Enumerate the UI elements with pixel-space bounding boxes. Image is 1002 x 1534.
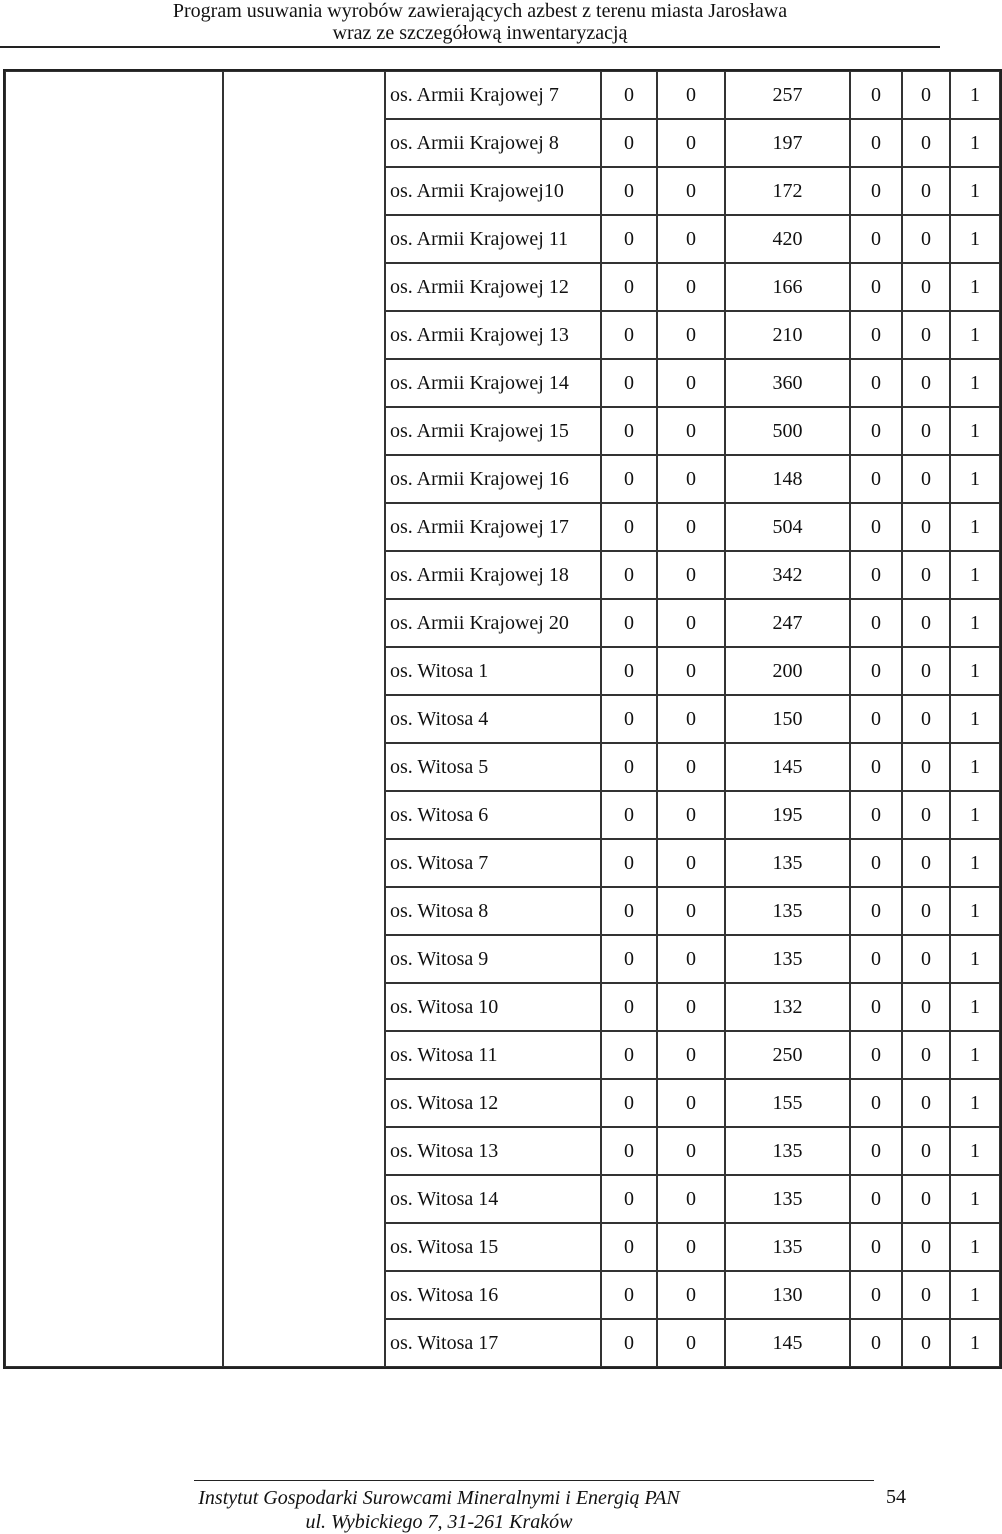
value-cell-c6: 1 [950, 935, 1000, 983]
address-cell: os. Armii Krajowej 17 [385, 503, 601, 551]
inventory-table [3, 69, 1002, 1369]
value-cell-c4: 0 [850, 1127, 902, 1175]
value-cell-c6: 1 [950, 839, 1000, 887]
value-cell-c5: 0 [902, 983, 950, 1031]
value-cell-c5: 0 [902, 887, 950, 935]
value-cell-c6: 1 [950, 263, 1000, 311]
value-cell-c1: 0 [601, 1175, 657, 1223]
value-cell-c3: 135 [725, 887, 850, 935]
value-cell-c4: 0 [850, 647, 902, 695]
value-cell-c4: 0 [850, 1175, 902, 1223]
address-cell: os. Witosa 10 [385, 983, 601, 1031]
value-cell-c5: 0 [902, 599, 950, 647]
value-cell-c2: 0 [657, 839, 725, 887]
value-cell-c6: 1 [950, 1127, 1000, 1175]
value-cell-c3: 166 [725, 263, 850, 311]
value-cell-c5: 0 [902, 167, 950, 215]
value-cell-c6: 1 [950, 503, 1000, 551]
value-cell-c4: 0 [850, 311, 902, 359]
value-cell-c5: 0 [902, 1319, 950, 1367]
value-cell-c4: 0 [850, 1079, 902, 1127]
address-cell: os. Armii Krajowej 12 [385, 263, 601, 311]
header-divider [0, 46, 940, 48]
value-cell-c4: 0 [850, 935, 902, 983]
value-cell-c6: 1 [950, 599, 1000, 647]
header-subtitle: wraz ze szczegółową inwentaryzacją [332, 22, 628, 44]
value-cell-c2: 0 [657, 1271, 725, 1319]
value-cell-c5: 0 [902, 407, 950, 455]
address-cell: os. Witosa 11 [385, 1031, 601, 1079]
value-cell-c3: 420 [725, 215, 850, 263]
address-cell: os. Armii Krajowej 18 [385, 551, 601, 599]
value-cell-c1: 0 [601, 695, 657, 743]
value-cell-c3: 145 [725, 1319, 850, 1367]
address-cell: os. Witosa 4 [385, 695, 601, 743]
value-cell-c6: 1 [950, 695, 1000, 743]
value-cell-c6: 1 [950, 551, 1000, 599]
value-cell-c6: 1 [950, 119, 1000, 167]
footer-divider [194, 1480, 874, 1481]
address-cell: os. Witosa 14 [385, 1175, 601, 1223]
value-cell-c2: 0 [657, 935, 725, 983]
value-cell-c4: 0 [850, 71, 902, 119]
value-cell-c2: 0 [657, 551, 725, 599]
value-cell-c2: 0 [657, 599, 725, 647]
value-cell-c6: 1 [950, 1223, 1000, 1271]
value-cell-c5: 0 [902, 743, 950, 791]
value-cell-c2: 0 [657, 359, 725, 407]
value-cell-c4: 0 [850, 743, 902, 791]
value-cell-c1: 0 [601, 791, 657, 839]
value-cell-c1: 0 [601, 167, 657, 215]
value-cell-c3: 135 [725, 935, 850, 983]
value-cell-c5: 0 [902, 455, 950, 503]
value-cell-c4: 0 [850, 1319, 902, 1367]
value-cell-c4: 0 [850, 359, 902, 407]
value-cell-c5: 0 [902, 839, 950, 887]
value-cell-c3: 145 [725, 743, 850, 791]
address-cell: os. Witosa 7 [385, 839, 601, 887]
value-cell-c1: 0 [601, 647, 657, 695]
value-cell-c1: 0 [601, 935, 657, 983]
value-cell-c2: 0 [657, 647, 725, 695]
value-cell-c3: 500 [725, 407, 850, 455]
value-cell-c4: 0 [850, 167, 902, 215]
address-cell: os. Armii Krajowej 11 [385, 215, 601, 263]
value-cell-c6: 1 [950, 359, 1000, 407]
value-cell-c1: 0 [601, 263, 657, 311]
address-cell: os. Witosa 12 [385, 1079, 601, 1127]
address-cell: os. Witosa 17 [385, 1319, 601, 1367]
value-cell-c3: 210 [725, 311, 850, 359]
value-cell-c2: 0 [657, 119, 725, 167]
value-cell-c1: 0 [601, 455, 657, 503]
value-cell-c3: 197 [725, 119, 850, 167]
value-cell-c1: 0 [601, 599, 657, 647]
value-cell-c4: 0 [850, 791, 902, 839]
footer-institute: Instytut Gospodarki Surowcami Mineralnymi i Energią PAN [198, 1487, 680, 1509]
value-cell-c2: 0 [657, 1175, 725, 1223]
value-cell-c6: 1 [950, 71, 1000, 119]
address-cell: os. Witosa 1 [385, 647, 601, 695]
value-cell-c5: 0 [902, 359, 950, 407]
value-cell-c4: 0 [850, 599, 902, 647]
value-cell-c2: 0 [657, 1031, 725, 1079]
value-cell-c2: 0 [657, 71, 725, 119]
value-cell-c5: 0 [902, 215, 950, 263]
value-cell-c5: 0 [902, 1175, 950, 1223]
value-cell-c5: 0 [902, 503, 950, 551]
value-cell-c3: 135 [725, 839, 850, 887]
value-cell-c4: 0 [850, 407, 902, 455]
footer-address: ul. Wybickiego 7, 31-261 Kraków [305, 1511, 573, 1533]
value-cell-c3: 250 [725, 1031, 850, 1079]
value-cell-c6: 1 [950, 1271, 1000, 1319]
address-cell: os. Witosa 15 [385, 1223, 601, 1271]
value-cell-c2: 0 [657, 167, 725, 215]
address-cell: os. Witosa 16 [385, 1271, 601, 1319]
value-cell-c3: 342 [725, 551, 850, 599]
address-cell: os. Armii Krajowej 13 [385, 311, 601, 359]
value-cell-c5: 0 [902, 695, 950, 743]
value-cell-c1: 0 [601, 551, 657, 599]
value-cell-c1: 0 [601, 1319, 657, 1367]
page-footer [194, 1486, 684, 1534]
value-cell-c3: 135 [725, 1223, 850, 1271]
value-cell-c2: 0 [657, 983, 725, 1031]
value-cell-c2: 0 [657, 1223, 725, 1271]
value-cell-c3: 132 [725, 983, 850, 1031]
empty-column-2 [223, 71, 385, 1367]
value-cell-c5: 0 [902, 1127, 950, 1175]
value-cell-c2: 0 [657, 1127, 725, 1175]
value-cell-c3: 135 [725, 1175, 850, 1223]
address-cell: os. Armii Krajowej 20 [385, 599, 601, 647]
value-cell-c1: 0 [601, 1031, 657, 1079]
value-cell-c3: 148 [725, 455, 850, 503]
value-cell-c2: 0 [657, 215, 725, 263]
value-cell-c6: 1 [950, 1319, 1000, 1367]
value-cell-c1: 0 [601, 71, 657, 119]
value-cell-c2: 0 [657, 791, 725, 839]
value-cell-c3: 195 [725, 791, 850, 839]
header-title: Program usuwania wyrobów zawierających azbest z terenu miasta Jarosława [172, 0, 788, 22]
address-cell: os. Witosa 8 [385, 887, 601, 935]
value-cell-c1: 0 [601, 1127, 657, 1175]
value-cell-c2: 0 [657, 311, 725, 359]
value-cell-c5: 0 [902, 1271, 950, 1319]
value-cell-c4: 0 [850, 263, 902, 311]
value-cell-c1: 0 [601, 983, 657, 1031]
value-cell-c6: 1 [950, 311, 1000, 359]
value-cell-c2: 0 [657, 887, 725, 935]
value-cell-c6: 1 [950, 1079, 1000, 1127]
value-cell-c2: 0 [657, 695, 725, 743]
value-cell-c6: 1 [950, 407, 1000, 455]
address-cell: os. Witosa 9 [385, 935, 601, 983]
value-cell-c1: 0 [601, 839, 657, 887]
address-cell: os. Armii Krajowej 14 [385, 359, 601, 407]
address-cell: os. Armii Krajowej 15 [385, 407, 601, 455]
value-cell-c6: 1 [950, 983, 1000, 1031]
value-cell-c1: 0 [601, 503, 657, 551]
address-cell: os. Armii Krajowej 8 [385, 119, 601, 167]
value-cell-c3: 504 [725, 503, 850, 551]
value-cell-c4: 0 [850, 839, 902, 887]
value-cell-c1: 0 [601, 359, 657, 407]
value-cell-c4: 0 [850, 455, 902, 503]
value-cell-c4: 0 [850, 503, 902, 551]
value-cell-c6: 1 [950, 887, 1000, 935]
value-cell-c3: 135 [725, 1127, 850, 1175]
value-cell-c4: 0 [850, 983, 902, 1031]
empty-column-1 [5, 71, 223, 1367]
value-cell-c2: 0 [657, 1079, 725, 1127]
value-cell-c1: 0 [601, 119, 657, 167]
value-cell-c5: 0 [902, 1031, 950, 1079]
value-cell-c6: 1 [950, 743, 1000, 791]
address-cell: os. Witosa 13 [385, 1127, 601, 1175]
value-cell-c5: 0 [902, 551, 950, 599]
value-cell-c1: 0 [601, 407, 657, 455]
value-cell-c6: 1 [950, 791, 1000, 839]
address-cell: os. Armii Krajowej 16 [385, 455, 601, 503]
table-row [5, 71, 1000, 119]
address-cell: os. Witosa 6 [385, 791, 601, 839]
value-cell-c6: 1 [950, 647, 1000, 695]
value-cell-c6: 1 [950, 1175, 1000, 1223]
value-cell-c5: 0 [902, 119, 950, 167]
value-cell-c4: 0 [850, 695, 902, 743]
value-cell-c5: 0 [902, 791, 950, 839]
value-cell-c5: 0 [902, 935, 950, 983]
address-cell: os. Armii Krajowej10 [385, 167, 601, 215]
value-cell-c2: 0 [657, 1319, 725, 1367]
value-cell-c1: 0 [601, 215, 657, 263]
value-cell-c1: 0 [601, 743, 657, 791]
value-cell-c5: 0 [902, 311, 950, 359]
value-cell-c1: 0 [601, 1223, 657, 1271]
page-number: 54 [886, 1486, 906, 1508]
address-cell: os. Armii Krajowej 7 [385, 71, 601, 119]
value-cell-c3: 130 [725, 1271, 850, 1319]
value-cell-c6: 1 [950, 215, 1000, 263]
value-cell-c2: 0 [657, 743, 725, 791]
value-cell-c2: 0 [657, 263, 725, 311]
value-cell-c3: 172 [725, 167, 850, 215]
value-cell-c3: 360 [725, 359, 850, 407]
value-cell-c5: 0 [902, 1223, 950, 1271]
address-cell: os. Witosa 5 [385, 743, 601, 791]
value-cell-c2: 0 [657, 503, 725, 551]
value-cell-c6: 1 [950, 455, 1000, 503]
value-cell-c4: 0 [850, 119, 902, 167]
value-cell-c2: 0 [657, 407, 725, 455]
value-cell-c3: 200 [725, 647, 850, 695]
value-cell-c6: 1 [950, 167, 1000, 215]
value-cell-c3: 247 [725, 599, 850, 647]
value-cell-c5: 0 [902, 1079, 950, 1127]
value-cell-c1: 0 [601, 887, 657, 935]
value-cell-c4: 0 [850, 1223, 902, 1271]
value-cell-c5: 0 [902, 263, 950, 311]
value-cell-c2: 0 [657, 455, 725, 503]
value-cell-c4: 0 [850, 887, 902, 935]
value-cell-c5: 0 [902, 647, 950, 695]
value-cell-c3: 257 [725, 71, 850, 119]
value-cell-c4: 0 [850, 551, 902, 599]
value-cell-c1: 0 [601, 1271, 657, 1319]
value-cell-c3: 150 [725, 695, 850, 743]
value-cell-c3: 155 [725, 1079, 850, 1127]
page-header [0, 0, 960, 44]
value-cell-c4: 0 [850, 215, 902, 263]
value-cell-c1: 0 [601, 1079, 657, 1127]
value-cell-c4: 0 [850, 1271, 902, 1319]
value-cell-c4: 0 [850, 1031, 902, 1079]
value-cell-c6: 1 [950, 1031, 1000, 1079]
value-cell-c1: 0 [601, 311, 657, 359]
value-cell-c5: 0 [902, 71, 950, 119]
